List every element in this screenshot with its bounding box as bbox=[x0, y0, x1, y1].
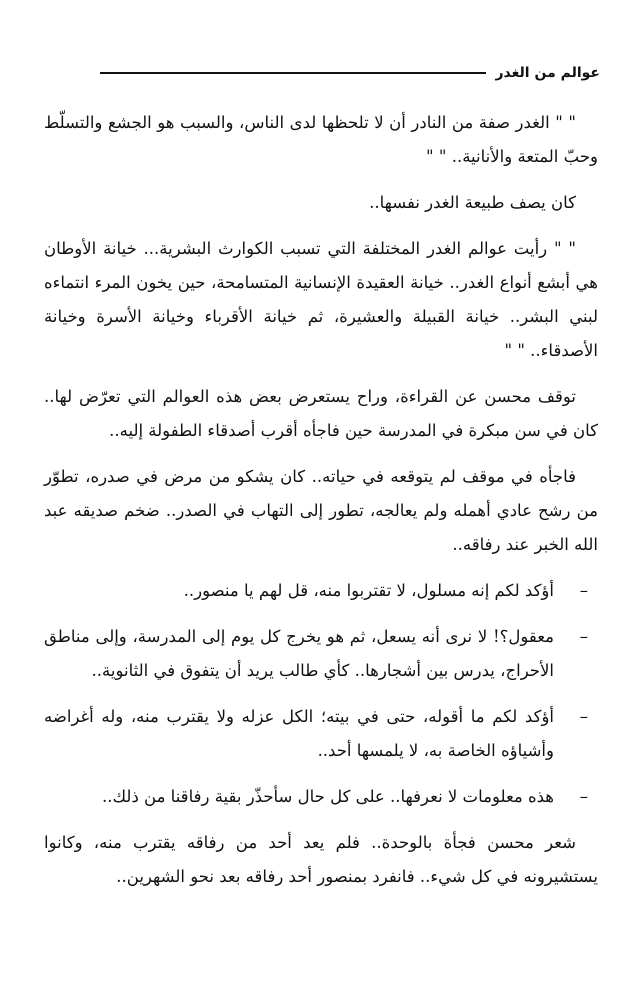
running-header bbox=[100, 60, 600, 86]
dialogue-text: أؤكد لكم إنه مسلول، لا تقتربوا منه، قل لهم يا منصور.. bbox=[183, 581, 554, 600]
dialogue-dash: – bbox=[579, 581, 588, 600]
paragraph-2: كان يصف طبيعة الغدر نفسها.. bbox=[369, 193, 576, 212]
dialogue-text: أؤكد لكم ما أقوله، حتى في بيته؛ الكل عزله ولا يقترب منه، وله أغراضه وأشياؤه الخاصة به، لا يلمسها أحد.. bbox=[44, 707, 554, 760]
header-rule bbox=[100, 72, 486, 74]
dialogue-line-3 bbox=[44, 700, 598, 768]
dialogue-line-1 bbox=[44, 574, 598, 608]
running-title: عوالم من الغدر bbox=[495, 65, 600, 81]
dialogue-dash: – bbox=[579, 787, 588, 806]
dialogue-line-2 bbox=[44, 620, 598, 688]
dialogue-line-4 bbox=[44, 780, 598, 814]
page-body bbox=[44, 106, 598, 906]
dialogue-text: هذه معلومات لا نعرفها.. على كل حال سأحذّر بقية رفاقنا من ذلك.. bbox=[102, 787, 554, 806]
paragraph-quote-1: " " الغدر صفة من النادر أن لا تلحظها لدى الناس، والسبب هو الجشع والتسلّط وحبّ المتعة والأنانية.. " " bbox=[44, 113, 598, 166]
dialogue-dash: – bbox=[579, 627, 588, 646]
paragraph-6: شعر محسن فجأة بالوحدة.. فلم يعد أحد من رفاقه يقترب منه، وكانوا يستشيرونه في كل شيء.. فانفرد بمنصور أحد رفاقه بعد نحو الشهرين.. bbox=[44, 833, 598, 886]
paragraph-quote-2: " " رأيت عوالم الغدر المختلفة التي تسبب الكوارث البشرية... خيانة الأوطان هي أبشع أنواع الغدر.. خيانة العقيدة الإنسانية المتسامحة، حين يخون المرء انتماءه لبني البشر.. خيانة القبيلة والعشيرة، ثم خيانة الأقرباء وخيانة الأسرة وخيانة الأصدقاء.. " " bbox=[44, 239, 598, 360]
dialogue-dash: – bbox=[579, 707, 588, 726]
dialogue-text: معقول؟! لا نرى أنه يسعل، ثم هو يخرج كل يوم إلى المدرسة، وإلى مناطق الأحراج، يدرس بين أشجارها.. كأي طالب يريد أن يتفوق في الثانوية.. bbox=[44, 627, 554, 680]
paragraph-4: توقف محسن عن القراءة، وراح يستعرض بعض هذه العوالم التي تعرّض لها.. كان في سن مبكرة في المدرسة حين فاجأه أقرب أصدقاء الطفولة إليه.. bbox=[44, 387, 598, 440]
paragraph-5: فاجأه في موقف لم يتوقعه في حياته.. كان يشكو من مرض في صدره، تطوّر من رشح عادي أهمله ولم يعالجه، تطور إلى التهاب في الصدر.. ضخم صديقه عبد الله الخبر عند رفاقه.. bbox=[44, 467, 598, 554]
